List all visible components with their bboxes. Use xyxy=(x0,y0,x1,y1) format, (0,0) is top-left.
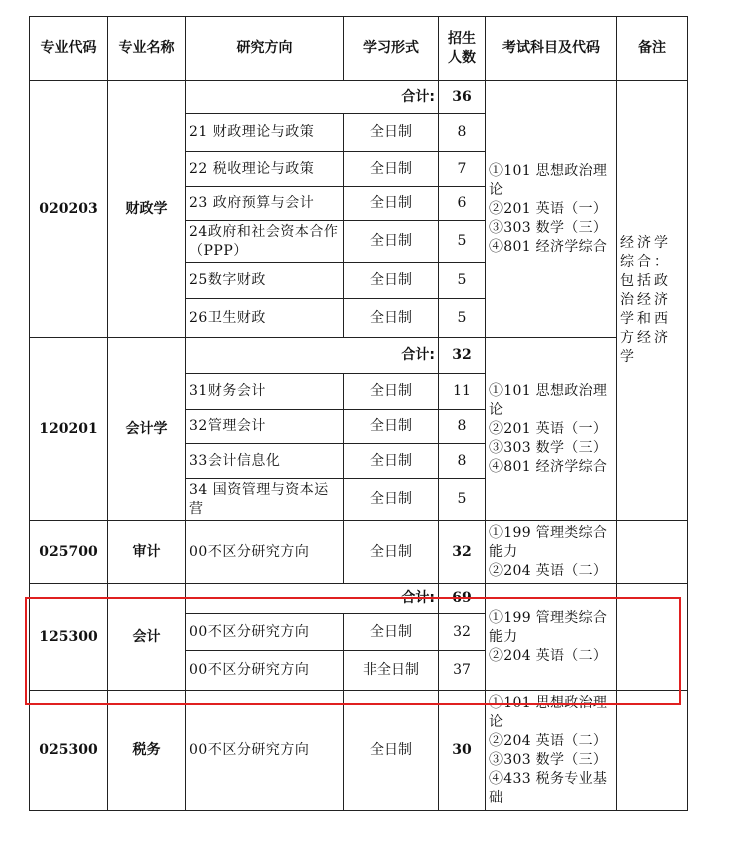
direction-name: 32管理会计 xyxy=(186,410,344,444)
header-exam-subjects: 考试科目及代码 xyxy=(486,17,617,81)
total-label: 合计: xyxy=(186,584,439,614)
exam-subject: ②204 英语（二） xyxy=(489,647,608,664)
enrollment-count: 32 xyxy=(439,521,486,584)
header-notes: 备注 xyxy=(617,17,688,81)
enrollment-count: 32 xyxy=(439,614,486,651)
exam-subject: ②201 英语（一） xyxy=(489,200,608,217)
header-row xyxy=(30,17,688,81)
study-mode: 全日制 xyxy=(344,614,439,651)
enrollment-count: 37 xyxy=(439,651,486,691)
exam-subject: ②204 英语（二） xyxy=(489,562,608,579)
enrollment-count: 7 xyxy=(439,152,486,187)
study-mode: 全日制 xyxy=(344,114,439,152)
enrollment-count: 8 xyxy=(439,410,486,444)
note-cell xyxy=(617,81,688,521)
enrollment-count: 5 xyxy=(439,479,486,521)
total-count: 69 xyxy=(439,584,486,614)
study-mode: 全日制 xyxy=(344,263,439,299)
header-research-direction: 研究方向 xyxy=(186,17,344,81)
major-code: 120201 xyxy=(30,338,108,521)
exam-subject: ①101 思想政治理论 xyxy=(489,382,608,418)
header-enrollment: 招生人数 xyxy=(439,17,486,81)
total-count: 32 xyxy=(439,338,486,374)
study-mode: 全日制 xyxy=(344,299,439,338)
study-mode: 全日制 xyxy=(344,187,439,221)
exam-subjects xyxy=(486,81,617,338)
direction-name: 22 税收理论与政策 xyxy=(186,152,344,187)
study-mode: 全日制 xyxy=(344,410,439,444)
exam-subject: ④801 经济学综合 xyxy=(489,458,608,475)
exam-subject: ①199 管理类综合能力 xyxy=(489,609,608,645)
major-code: 025700 xyxy=(30,521,108,584)
table-row xyxy=(30,521,688,584)
exam-subject: ①101 思想政治理论 xyxy=(489,162,608,198)
exam-subjects xyxy=(486,691,617,811)
enrollment-count: 8 xyxy=(439,444,486,479)
direction-name: 31财务会计 xyxy=(186,374,344,410)
header-major-name: 专业名称 xyxy=(108,17,186,81)
exam-subject: ③303 数学（三） xyxy=(489,751,608,768)
direction-name: 00不区分研究方向 xyxy=(186,651,344,691)
total-label: 合计: xyxy=(186,81,439,114)
exam-subject: ④801 经济学综合 xyxy=(489,238,608,255)
header-study-mode: 学习形式 xyxy=(344,17,439,81)
highlight-box xyxy=(25,597,681,705)
study-mode: 全日制 xyxy=(344,444,439,479)
enrollment-count: 5 xyxy=(439,299,486,338)
direction-name: 24政府和社会资本合作（PPP） xyxy=(186,221,344,263)
major-code: 025300 xyxy=(30,691,108,811)
exam-subject: ①199 管理类综合能力 xyxy=(489,524,608,560)
study-mode: 全日制 xyxy=(344,521,439,584)
total-count: 36 xyxy=(439,81,486,114)
direction-name: 26卫生财政 xyxy=(186,299,344,338)
enrollment-count: 5 xyxy=(439,263,486,299)
exam-subject: ③303 数学（三） xyxy=(489,439,608,456)
enrollment-count: 6 xyxy=(439,187,486,221)
study-mode: 全日制 xyxy=(344,691,439,811)
study-mode: 全日制 xyxy=(344,374,439,410)
total-label: 合计: xyxy=(186,338,439,374)
exam-subject: ④433 税务专业基础 xyxy=(489,770,608,806)
major-name: 会计学 xyxy=(108,338,186,521)
direction-name: 33会计信息化 xyxy=(186,444,344,479)
study-mode: 全日制 xyxy=(344,152,439,187)
study-mode: 非全日制 xyxy=(344,651,439,691)
direction-name: 23 政府预算与会计 xyxy=(186,187,344,221)
major-code: 125300 xyxy=(30,584,108,691)
study-mode: 全日制 xyxy=(344,479,439,521)
major-name: 会计 xyxy=(108,584,186,691)
exam-subject: ③303 数学（三） xyxy=(489,219,608,236)
table-row xyxy=(30,81,688,114)
direction-name: 00不区分研究方向 xyxy=(186,521,344,584)
direction-name: 34 国资管理与资本运营 xyxy=(186,479,344,521)
exam-subject: ②201 英语（一） xyxy=(489,420,608,437)
note-cell-empty xyxy=(617,521,688,584)
direction-name: 25数字财政 xyxy=(186,263,344,299)
major-name: 税务 xyxy=(108,691,186,811)
exam-subject: ①101 思想政治理论 xyxy=(489,694,608,730)
exam-subjects xyxy=(486,521,617,584)
table-row xyxy=(30,338,688,374)
exam-subjects xyxy=(486,338,617,521)
enrollment-count: 11 xyxy=(439,374,486,410)
study-mode: 全日制 xyxy=(344,221,439,263)
direction-name: 00不区分研究方向 xyxy=(186,691,344,811)
exam-subject: ②204 英语（二） xyxy=(489,732,608,749)
major-name: 财政学 xyxy=(108,81,186,338)
note-text: 经济学综合：包括政治经济学和西方经济学 xyxy=(620,235,671,365)
direction-name: 21 财政理论与政策 xyxy=(186,114,344,152)
enrollment-count: 5 xyxy=(439,221,486,263)
note-cell-empty xyxy=(617,691,688,811)
major-name: 审计 xyxy=(108,521,186,584)
enrollment-count: 8 xyxy=(439,114,486,152)
direction-name: 00不区分研究方向 xyxy=(186,614,344,651)
enrollment-count: 30 xyxy=(439,691,486,811)
header-major-code: 专业代码 xyxy=(30,17,108,81)
major-code: 020203 xyxy=(30,81,108,338)
table-row xyxy=(30,691,688,811)
